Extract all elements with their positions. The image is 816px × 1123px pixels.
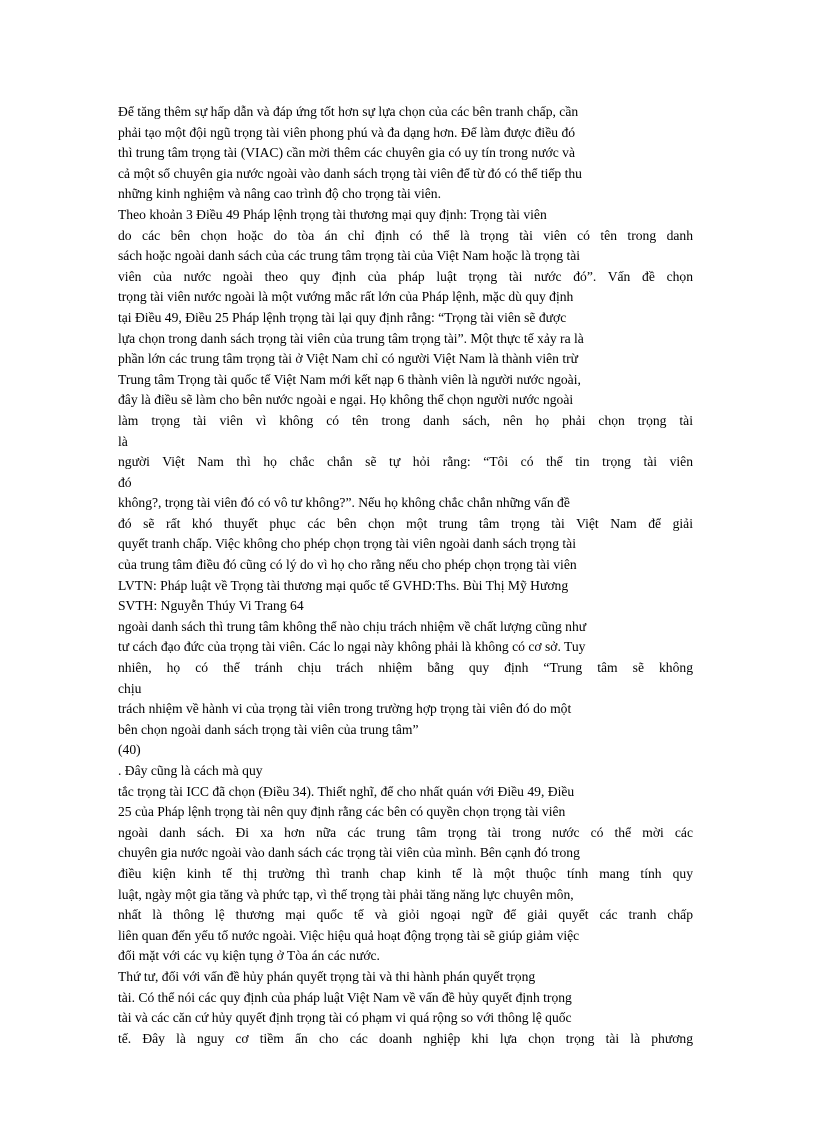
text-line: 25 của Pháp lệnh trọng tài nên quy định rằng các bên có quyền chọn trọng tài viên xyxy=(118,804,566,820)
text-line: tài và các căn cứ hủy quyết định trọng tài có phạm vi quá rộng so với thông lệ quốc xyxy=(118,1010,572,1026)
text-line: Thứ tư, đối với vấn đề hủy phán quyết trọng tài và thi hành phán quyết trọng xyxy=(118,968,536,984)
text-line: nhiên, họ có thể tránh chịu trách nhiệm bằng quy định “Trung tâm sẽ không xyxy=(118,660,693,676)
text-line: tư cách đạo đức của trọng tài viên. Các lo ngại này không phải là không có cơ sở. Tuy xyxy=(118,639,586,655)
text-line: quyết tranh chấp. Việc không cho phép chọn trọng tài viên ngoài danh sách trọng tài xyxy=(118,536,576,552)
text-line: liên quan đến yếu tố nước ngoài. Việc hiệu quả hoạt động trọng tài sẽ giúp giảm việc xyxy=(118,927,580,943)
text-line: lựa chọn trong danh sách trọng tài viên của trung tâm trọng tài”. Một thực tế xảy ra là xyxy=(118,330,584,346)
text-line: là xyxy=(118,433,128,449)
text-line: đối mặt với các vụ kiện tụng ở Tòa án các nước. xyxy=(118,948,380,964)
text-line: nhất là thông lệ thương mại quốc tế và giỏi ngoại ngữ để giải quyết các tranh chấp xyxy=(118,907,693,923)
text-line: làm trọng tài viên vì không có tên trong danh sách, nên họ phải chọn trọng tài xyxy=(118,412,693,428)
text-line: những kinh nghiệm và nâng cao trình độ cho trọng tài viên. xyxy=(118,186,441,202)
text-line: Để tăng thêm sự hấp dẫn và đáp ứng tốt hơn sự lựa chọn của các bên tranh chấp, cần xyxy=(118,104,579,119)
text-line: tắc trọng tài ICC đã chọn (Điều 34). Thiết nghĩ, để cho nhất quán với Điều 49, Điều xyxy=(118,783,575,799)
text-line: trách nhiệm về hành vi của trọng tài viên trong trường hợp trọng tài viên đó do một xyxy=(118,701,572,717)
text-line: ngoài danh sách. Đi xa hơn nữa các trung tâm trọng tài trong nước có thể mời các xyxy=(118,824,693,840)
text-line: Trung tâm Trọng tài quốc tế Việt Nam mới kết nạp 6 thành viên là người nước ngoài, xyxy=(118,371,581,387)
text-line: Theo khoản 3 Điều 49 Pháp lệnh trọng tài thương mại quy định: Trọng tài viên xyxy=(118,206,547,222)
document-page xyxy=(118,102,693,1049)
text-line: đó xyxy=(118,474,132,490)
text-line: do các bên chọn hoặc do tòa án chỉ định có thể là trọng tài viên có tên trong danh xyxy=(118,227,693,243)
text-line: thì trung tâm trọng tài (VIAC) cần mời thêm các chuyên gia có uy tín trong nước và xyxy=(118,145,575,161)
text-line: bên chọn ngoài danh sách trọng tài viên của trung tâm” xyxy=(118,721,419,737)
text-line: của trung tâm điều đó cũng có lý do vì họ cho rằng nếu cho phép chọn trọng tài viên xyxy=(118,557,577,573)
text-line: phần lớn các trung tâm trọng tài ở Việt Nam chỉ có người Việt Nam là thành viên trừ xyxy=(118,351,578,367)
text-line: chịu xyxy=(118,680,142,696)
text-line: tế. Đây là nguy cơ tiềm ẩn cho các doanh nghiệp khi lựa chọn trọng tài là phương xyxy=(118,1030,693,1046)
text-line: điều kiện kinh tế thị trường thì tranh chap kinh tế là một thuộc tính mang tính quy xyxy=(118,865,693,881)
text-line: cả một số chuyên gia nước ngoài vào danh sách trọng tài viên để từ đó có thể tiếp thu xyxy=(118,165,582,181)
text-line: viên của nước ngoài theo quy định của pháp luật trọng tài nước đó”. Vấn đề chọn xyxy=(118,268,693,284)
text-line: trọng tài viên nước ngoài là một vướng mắc rất lớn của Pháp lệnh, mặc dù quy định xyxy=(118,289,574,305)
text-line: đó sẽ rất khó thuyết phục các bên chọn một trung tâm trọng tài Việt Nam để giải xyxy=(118,515,693,531)
text-line: sách hoặc ngoài danh sách của các trung tâm trọng tài của Việt Nam hoặc là trọng tài xyxy=(118,248,581,264)
text-line: đây là điều sẽ làm cho bên nước ngoài e ngại. Họ không thể chọn người nước ngoài xyxy=(118,392,574,408)
page-header-line: LVTN: Pháp luật về Trọng tài thương mại quốc tế GVHD:Ths. Bùi Thị Mỹ Hương xyxy=(118,577,569,593)
text-line: tại Điều 49, Điều 25 Pháp lệnh trọng tài lại quy định rằng: “Trọng tài viên sẽ được xyxy=(118,309,567,325)
footnote-reference: (40) xyxy=(118,742,141,758)
text-line: người Việt Nam thì họ chắc chắn sẽ tự hỏi rằng: “Tôi có thể tin trọng tài viên xyxy=(118,454,693,470)
text-line: phải tạo một đội ngũ trọng tài viên phong phú và đa dạng hơn. Để làm được điều đó xyxy=(118,124,576,140)
text-line: chuyên gia nước ngoài vào danh sách các trọng tài viên của mình. Bên cạnh đó trong xyxy=(118,845,580,861)
page-header-line: SVTH: Nguyễn Thúy Vi Trang 64 xyxy=(118,598,304,614)
text-line: luật, ngày một gia tăng và phức tạp, vì thế trọng tài phải tăng năng lực chuyên môn, xyxy=(118,886,574,902)
text-line: . Đây cũng là cách mà quy xyxy=(118,763,263,778)
text-line: tài. Có thể nói các quy định của pháp luật Việt Nam về vấn đề hủy quyết định trọng xyxy=(118,989,572,1005)
text-line: ngoài danh sách thì trung tâm không thể nào chịu trách nhiệm về chất lượng cũng như xyxy=(118,618,587,634)
text-line: không?, trọng tài viên đó có vô tư không?”. Nếu họ không chắc chắn những vấn đề xyxy=(118,495,570,511)
